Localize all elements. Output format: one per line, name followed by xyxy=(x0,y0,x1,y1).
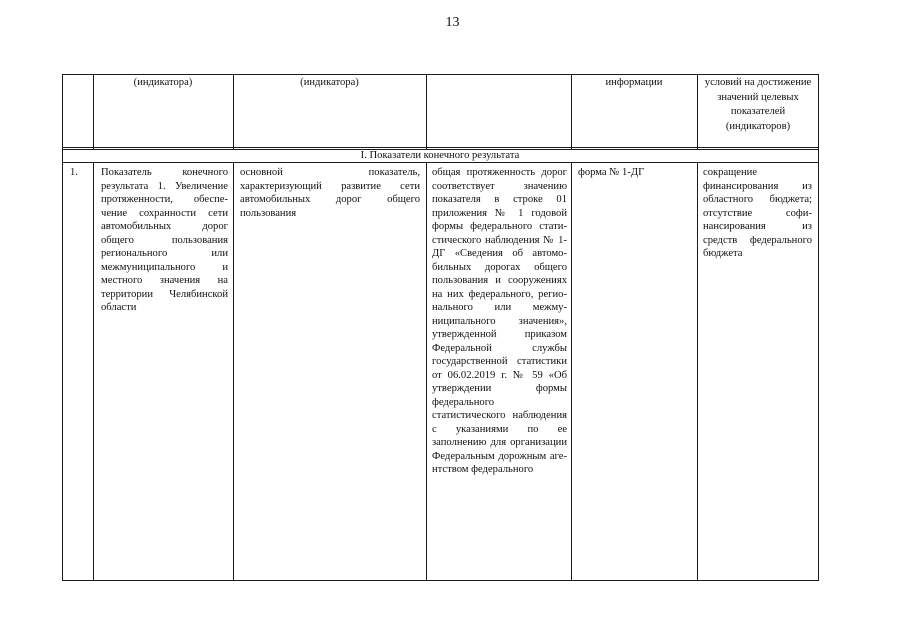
col-divider-4-body xyxy=(571,162,572,581)
table-right-border xyxy=(818,74,819,581)
col-divider-2 xyxy=(233,74,234,149)
header-name-cell: (индикатора) xyxy=(133,77,193,88)
table-bottom-border xyxy=(62,580,819,581)
row-name-cell: Показатель конечного результата 1. Увеличение протяженности, обеспечение сохранности сети автомобильных дорог общего пользования регионального или межмуниципального и местного значения на территории Челябинской области xyxy=(101,167,228,313)
header-characteristic-cell: (индикатора) xyxy=(300,77,359,88)
row-conditions-cell: сокращение финансирования из областного бюджета; отсутствие софинансирования из средств федерального бюджета xyxy=(703,167,812,259)
col-divider-1-body xyxy=(93,162,94,581)
col-divider-5-body xyxy=(697,162,698,581)
section-bottom-border xyxy=(62,162,819,163)
col-divider-3-body xyxy=(426,162,427,581)
col-divider-1 xyxy=(93,74,94,149)
section-title: I. Показатели конечного результата xyxy=(360,150,520,161)
header-conditions-cell: условий на достижение значений целевых показателей (индикаторов) xyxy=(704,77,812,132)
row-number-cell: 1. xyxy=(70,167,78,178)
row-characteristic-cell: основной показатель, характеризующий развитие сети автомобильных дорог общего пользования xyxy=(240,167,420,219)
col-divider-2-body xyxy=(233,162,234,581)
col-divider-3 xyxy=(426,74,427,149)
row-source-cell: форма № 1-ДГ xyxy=(578,167,645,178)
header-source-cell: информации xyxy=(605,77,663,88)
row-method-cell: общая протяженность дорог соответствует значению показателя в строке 01 приложения № 1 годовой формы федерального статистического наблюдения № 1-ДГ «Сведения об автомобильных дорогах общего пользования и сооружениях на них федерального, регионального или межмуниципального значения», утвержденной приказом Федеральной службы государственной статистики от 06.02.2019 г. № 59 «Об утверждении формы федерального статистического наблюдения с указаниями по ее заполнению для организации Федеральным дорожным агентством федерального xyxy=(432,167,567,475)
header-bottom-border xyxy=(62,147,819,148)
col-divider-5 xyxy=(697,74,698,149)
page-number: 13 xyxy=(445,15,460,30)
table-top-border xyxy=(62,74,819,75)
col-divider-4 xyxy=(571,74,572,149)
